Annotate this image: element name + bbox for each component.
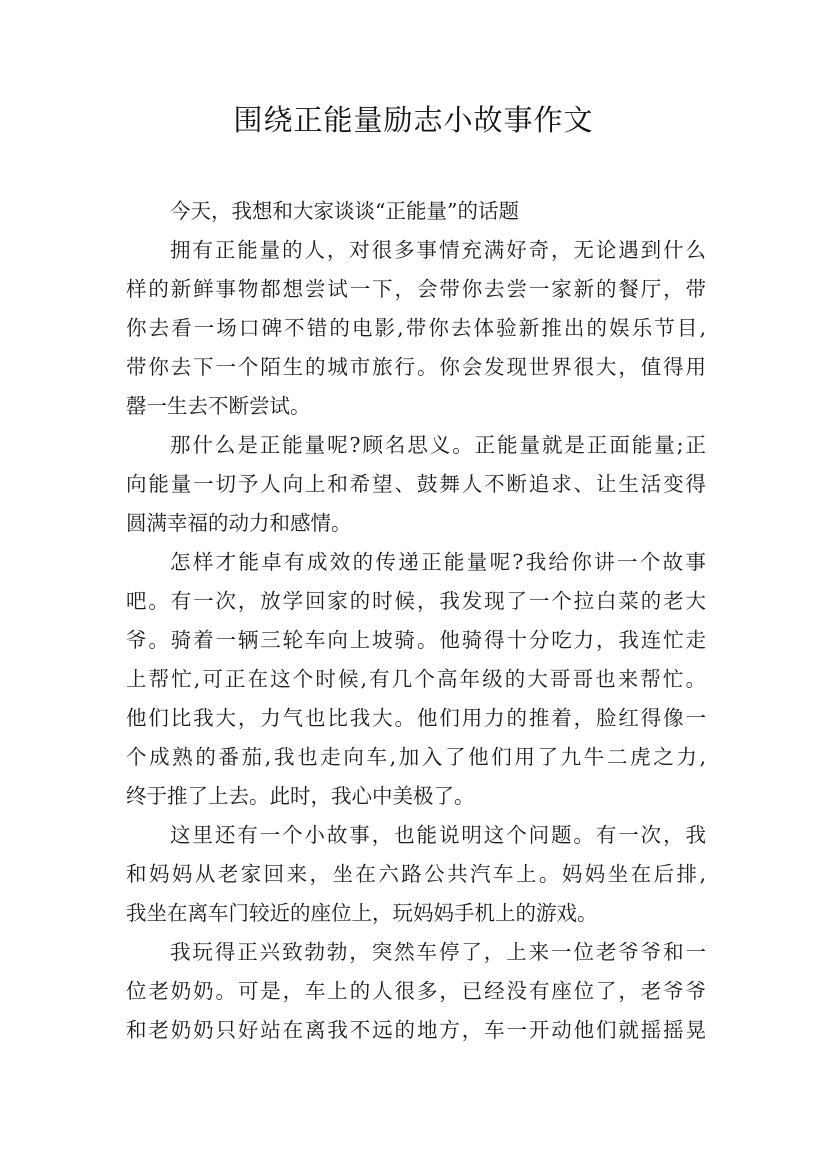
paragraph-line: 带你去下一个陌生的城市旅行。你会发现世界很大，值得用 <box>126 355 706 379</box>
paragraph-line: 个成熟的番茄,我也走向车,加入了他们用了九牛二虎之力, <box>126 745 706 769</box>
paragraph-line: 今天，我想和大家谈谈“正能量”的话题 <box>170 199 519 223</box>
paragraph-line: 我坐在离车门较近的座位上，玩妈妈手机上的游戏。 <box>126 901 598 925</box>
paragraph-line: 他们比我大，力气也比我大。他们用力的推着，脸红得像一 <box>126 706 706 730</box>
paragraph-line: 圆满幸福的动力和感情。 <box>126 511 352 535</box>
paragraph-line: 和妈妈从老家回来，坐在六路公共汽车上。妈妈坐在后排, <box>126 862 706 886</box>
paragraph-line: 向能量一切予人向上和希望、鼓舞人不断追求、让生活变得 <box>126 472 706 496</box>
paragraph-line: 终于推了上去。此时，我心中美极了。 <box>126 784 475 808</box>
paragraph-line: 上帮忙,可正在这个时候,有几个高年级的大哥哥也来帮忙。 <box>126 667 706 691</box>
paragraph-line: 位老奶奶。可是，车上的人很多，已经没有座位了，老爷爷 <box>126 979 706 1003</box>
paragraph-line: 我玩得正兴致勃勃，突然车停了，上来一位老爷爷和一 <box>170 940 706 964</box>
paragraph-line: 爷。骑着一辆三轮车向上坡骑。他骑得十分吃力，我连忙走 <box>126 628 706 652</box>
paragraph-line: 怎样才能卓有成效的传递正能量呢?我给你讲一个故事 <box>170 550 706 574</box>
paragraph-line: 罄一生去不断尝试。 <box>126 394 311 418</box>
document-title: 围绕正能量励志小故事作文 <box>233 103 594 137</box>
paragraph-line: 拥有正能量的人，对很多事情充满好奇，无论遇到什么 <box>170 238 706 262</box>
paragraph-line: 吧。有一次，放学回家的时候，我发现了一个拉白菜的老大 <box>126 589 706 613</box>
paragraph-line: 和老奶奶只好站在离我不远的地方，车一开动他们就摇摇晃 <box>126 1018 706 1042</box>
paragraph-line: 这里还有一个小故事，也能说明这个问题。有一次，我 <box>170 823 706 847</box>
paragraph-line: 那什么是正能量呢?顾名思义。正能量就是正面能量;正 <box>170 433 706 457</box>
document-body <box>126 192 706 1050</box>
paragraph-line: 样的新鲜事物都想尝试一下，会带你去尝一家新的餐厅，带 <box>126 277 706 301</box>
paragraph-line: 你去看一场口碑不错的电影,带你去体验新推出的娱乐节目, <box>126 316 706 340</box>
